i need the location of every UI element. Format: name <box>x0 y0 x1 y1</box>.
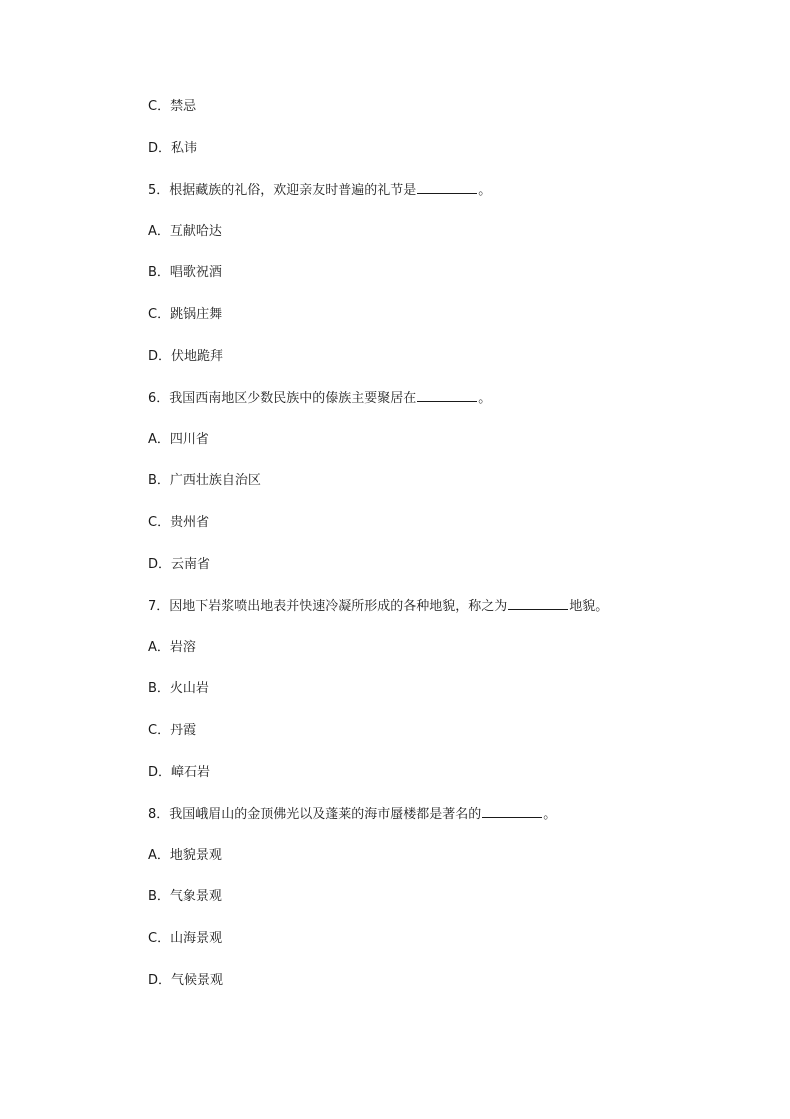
option-text: 伏地跪拜 <box>171 349 224 364</box>
option-letter: A． <box>148 640 170 655</box>
option-text: 气候景观 <box>171 973 224 988</box>
answer-blank <box>508 597 568 610</box>
option-c <box>148 514 209 532</box>
option-text: 唱歌祝酒 <box>169 265 222 280</box>
question-stem: 我国西南地区少数民族中的傣族主要聚居在 <box>169 391 417 406</box>
option-a <box>148 639 196 657</box>
option-letter: A． <box>148 848 170 863</box>
question-stem-end: 。 <box>478 391 492 406</box>
option-letter: A． <box>148 224 170 239</box>
option-text: 气象景观 <box>169 889 222 904</box>
option-c <box>148 98 196 116</box>
question-stem-end: 地貌。 <box>569 599 609 614</box>
question-stem: 因地下岩浆喷出地表并快速冷凝所形成的各种地貌，称之为 <box>169 599 508 614</box>
option-letter: D． <box>148 349 172 364</box>
option-a <box>148 847 222 865</box>
question-stem-end: 。 <box>478 183 492 198</box>
option-text: 火山岩 <box>169 681 209 696</box>
option-letter: B． <box>148 473 170 488</box>
question-number: 7． <box>148 599 170 614</box>
option-text: 互献哈达 <box>169 224 222 239</box>
option-c <box>148 306 222 324</box>
option-text: 岩溶 <box>169 640 196 655</box>
option-a <box>148 223 222 241</box>
option-d <box>148 348 223 366</box>
option-b <box>148 888 222 906</box>
option-c <box>148 930 222 948</box>
option-text: 云南省 <box>171 557 211 572</box>
option-text: 禁忌 <box>170 99 197 114</box>
option-text: 嶂石岩 <box>171 765 211 780</box>
option-letter: B． <box>148 265 170 280</box>
option-text: 地貌景观 <box>169 848 222 863</box>
question-stem-end: 。 <box>543 807 557 822</box>
option-letter: C． <box>148 515 171 530</box>
option-text: 四川省 <box>169 432 209 447</box>
question-8 <box>148 805 556 824</box>
option-a <box>148 431 209 449</box>
option-letter: A． <box>148 432 170 447</box>
option-text: 私讳 <box>171 141 198 156</box>
option-text: 丹霞 <box>170 723 197 738</box>
option-letter: D． <box>148 973 172 988</box>
question-stem: 根据藏族的礼俗，欢迎亲友时普遍的礼节是 <box>169 183 417 198</box>
option-letter: C． <box>148 723 171 738</box>
option-letter: D． <box>148 141 172 156</box>
option-letter: D． <box>148 765 172 780</box>
option-letter: C． <box>148 99 171 114</box>
option-letter: C． <box>148 307 171 322</box>
option-b <box>148 680 209 698</box>
option-text: 跳锅庄舞 <box>170 307 223 322</box>
option-letter: D． <box>148 557 172 572</box>
option-b <box>148 264 222 282</box>
option-letter: B． <box>148 889 170 904</box>
answer-blank <box>417 389 477 402</box>
question-number: 5． <box>148 183 170 198</box>
option-b <box>148 472 261 490</box>
option-text: 山海景观 <box>170 931 223 946</box>
option-letter: C． <box>148 931 171 946</box>
question-number: 6． <box>148 391 170 406</box>
option-text: 贵州省 <box>170 515 210 530</box>
answer-blank <box>417 181 477 194</box>
option-d <box>148 140 197 158</box>
option-c <box>148 722 196 740</box>
question-6 <box>148 389 491 408</box>
option-d <box>148 972 223 990</box>
option-d <box>148 764 210 782</box>
option-d <box>148 556 210 574</box>
question-5 <box>148 181 491 200</box>
question-stem: 我国峨眉山的金顶佛光以及蓬莱的海市蜃楼都是著名的 <box>169 807 482 822</box>
option-letter: B． <box>148 681 170 696</box>
answer-blank <box>482 805 542 818</box>
question-7 <box>148 597 608 616</box>
option-text: 广西壮族自治区 <box>169 473 261 488</box>
question-number: 8． <box>148 807 170 822</box>
